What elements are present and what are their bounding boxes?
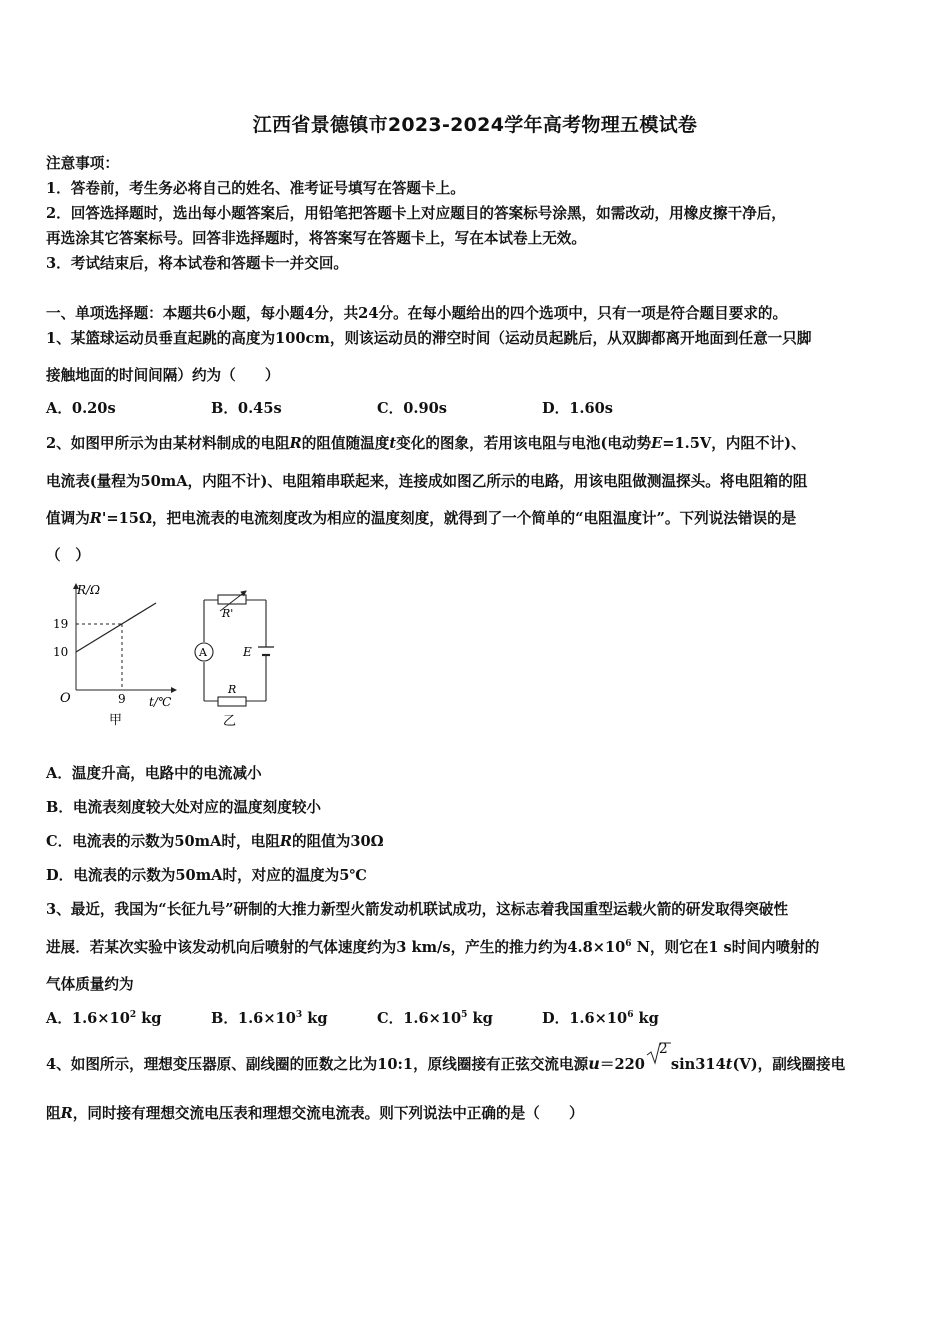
q4-stem xyxy=(46,1102,584,1123)
q2-var-e: E xyxy=(651,435,663,452)
q3-text: 进展．若某次实验中该发动机向后喷射的气体速度约为3 km/s，产生的推力约为4.8×10 xyxy=(46,939,626,956)
q2-stem xyxy=(46,432,806,453)
circuit-diagram xyxy=(188,590,278,732)
option-exponent: 3 xyxy=(295,1010,303,1020)
resistor xyxy=(218,697,246,706)
x-tick-9: 9 xyxy=(118,692,126,706)
q4-text: sin314 xyxy=(670,1056,726,1073)
q1-option-d: D．1.60s xyxy=(542,400,614,417)
q4-text: ＝220 xyxy=(599,1056,645,1073)
option-exponent: 5 xyxy=(461,1010,468,1020)
q2-option-a: A．温度升高，电路中的电流减小 xyxy=(46,765,262,782)
option-text: B．1.6×10 xyxy=(211,1010,296,1027)
q3-option-d xyxy=(542,1007,659,1028)
notice-heading: 注意事项： xyxy=(46,155,119,172)
ammeter-label: A xyxy=(199,646,207,659)
battery-label: E xyxy=(243,645,252,659)
option-text: C．1.6×10 xyxy=(377,1010,462,1027)
q2-stem: （ ） xyxy=(46,547,90,564)
q2-option-c-var: R xyxy=(279,833,292,850)
q3-option-a xyxy=(46,1007,162,1028)
q2-text: 的阻值随温度 xyxy=(301,435,390,452)
q2-option-c xyxy=(46,830,384,851)
origin-label: O xyxy=(60,691,71,706)
q3-stem: 气体质量约为 xyxy=(46,976,134,993)
sqrt-symbol xyxy=(645,1041,671,1069)
rheostat xyxy=(218,595,246,604)
q4-var-r: R xyxy=(60,1105,73,1122)
option-text: D．1.6×10 xyxy=(542,1010,628,1027)
q3-stem: 3、最近，我国为“长征九号”研制的大推力新型火箭发动机联试成功，这标志着我国重型运载火箭的研发取得突破性 xyxy=(46,901,789,918)
q2-text: =15Ω，把电流表的电流刻度改为相应的温度刻度，就得到了一个简单的“电阻温度计”。下列说法错误的是 xyxy=(106,510,797,527)
q3-option-b xyxy=(211,1007,328,1028)
q2-text: 2、如图甲所示为由某材料制成的电阻 xyxy=(46,435,290,452)
option-unit: kg xyxy=(136,1010,162,1027)
q2-var-rp: R' xyxy=(89,510,107,527)
x-axis-label: t/℃ xyxy=(149,695,172,709)
q3-option-c xyxy=(377,1007,493,1028)
q1-stem: 接触地面的时间间隔）约为（ ） xyxy=(46,367,280,384)
q3-stem xyxy=(46,936,819,957)
sqrt-value: 2 xyxy=(658,1041,668,1057)
q4-text: ，同时接有理想交流电压表和理想交流电流表。则下列说法中正确的是（ ） xyxy=(72,1105,584,1122)
q2-stem xyxy=(46,507,796,528)
rheostat-label: R' xyxy=(222,607,234,620)
q4-text: 阻 xyxy=(46,1105,61,1122)
q1-stem: 1、某篮球运动员垂直起跳的高度为100cm，则该运动员的滞空时间（运动员起跳后，从双脚都离开地面到任意一只脚 xyxy=(46,330,812,347)
q2-option-c-text: C．电流表的示数为50mA时，电阻 xyxy=(46,833,280,850)
q2-option-d: D．电流表的示数为50mA时，对应的温度为5℃ xyxy=(46,867,367,884)
q4-text: (V)，副线圈接电 xyxy=(732,1056,846,1073)
q2-stem: 电流表(量程为50mA，内阻不计)、电阻箱串联起来，连接成如图乙所示的电路，用该电阻做测温探头。将电阻箱的阻 xyxy=(46,473,808,490)
q4-text: 4、如图所示，理想变压器原、副线圈的匝数之比为10:1，原线圈接有正弦交流电源 xyxy=(46,1056,589,1073)
notice-item: 2．回答选择题时，选出每小题答案后，用铅笔把答题卡上对应题目的答案标号涂黑，如需改动，用橡皮擦干净后， xyxy=(46,205,786,222)
notice-item: 1．答卷前，考生务必将自己的姓名、准考证号填写在答题卡上。 xyxy=(46,180,465,197)
q1-option-b: B．0.45s xyxy=(211,400,282,417)
q2-text: =1.5V，内阻不计)、 xyxy=(662,435,806,452)
option-exponent: 6 xyxy=(627,1010,634,1020)
q1-option-a: A．0.20s xyxy=(46,400,116,417)
option-text: A．1.6×10 xyxy=(46,1010,130,1027)
q3-exponent: 6 xyxy=(625,939,632,949)
q2-text: 变化的图象，若用该电阻与电池(电动势 xyxy=(396,435,652,452)
resistance-temperature-graph xyxy=(46,578,186,730)
q2-option-b: B．电流表刻度较大处对应的温度刻度较小 xyxy=(46,799,322,816)
y-axis-label: R/Ω xyxy=(77,583,101,597)
page-title: 江西省景德镇市2023-2024学年高考物理五模试卷 xyxy=(252,114,698,136)
option-exponent: 2 xyxy=(129,1010,137,1020)
q3-text: N，则它在1 s时间内喷射的 xyxy=(631,939,820,956)
section-heading: 一、单项选择题：本题共6小题，每小题4分，共24分。在每小题给出的四个选项中，只有一项是符合题目要求的。 xyxy=(46,305,788,322)
circuit-caption: 乙 xyxy=(223,714,237,729)
y-tick-19: 19 xyxy=(53,617,69,631)
y-tick-10: 10 xyxy=(53,645,69,659)
resistor-label: R xyxy=(228,683,237,696)
notice-item: 3．考试结束后，将本试卷和答题卡一并交回。 xyxy=(46,255,349,272)
resistance-line xyxy=(76,603,156,652)
q2-var-r: R xyxy=(289,435,302,452)
graph-caption: 甲 xyxy=(109,713,123,728)
q2-var-t: t xyxy=(389,435,397,452)
notice-item: 再选涂其它答案标号。回答非选择题时，将答案写在答题卡上，写在本试卷上无效。 xyxy=(46,230,586,247)
q4-var-t: t xyxy=(725,1056,733,1073)
q1-option-c: C．0.90s xyxy=(377,400,447,417)
q2-text: 值调为 xyxy=(46,510,90,527)
q4-stem xyxy=(46,1041,846,1074)
q2-option-c-text: 的阻值为30Ω xyxy=(291,833,384,850)
option-unit: kg xyxy=(302,1010,328,1027)
q4-var-u: u xyxy=(588,1054,600,1073)
option-unit: kg xyxy=(633,1010,659,1027)
option-unit: kg xyxy=(467,1010,493,1027)
